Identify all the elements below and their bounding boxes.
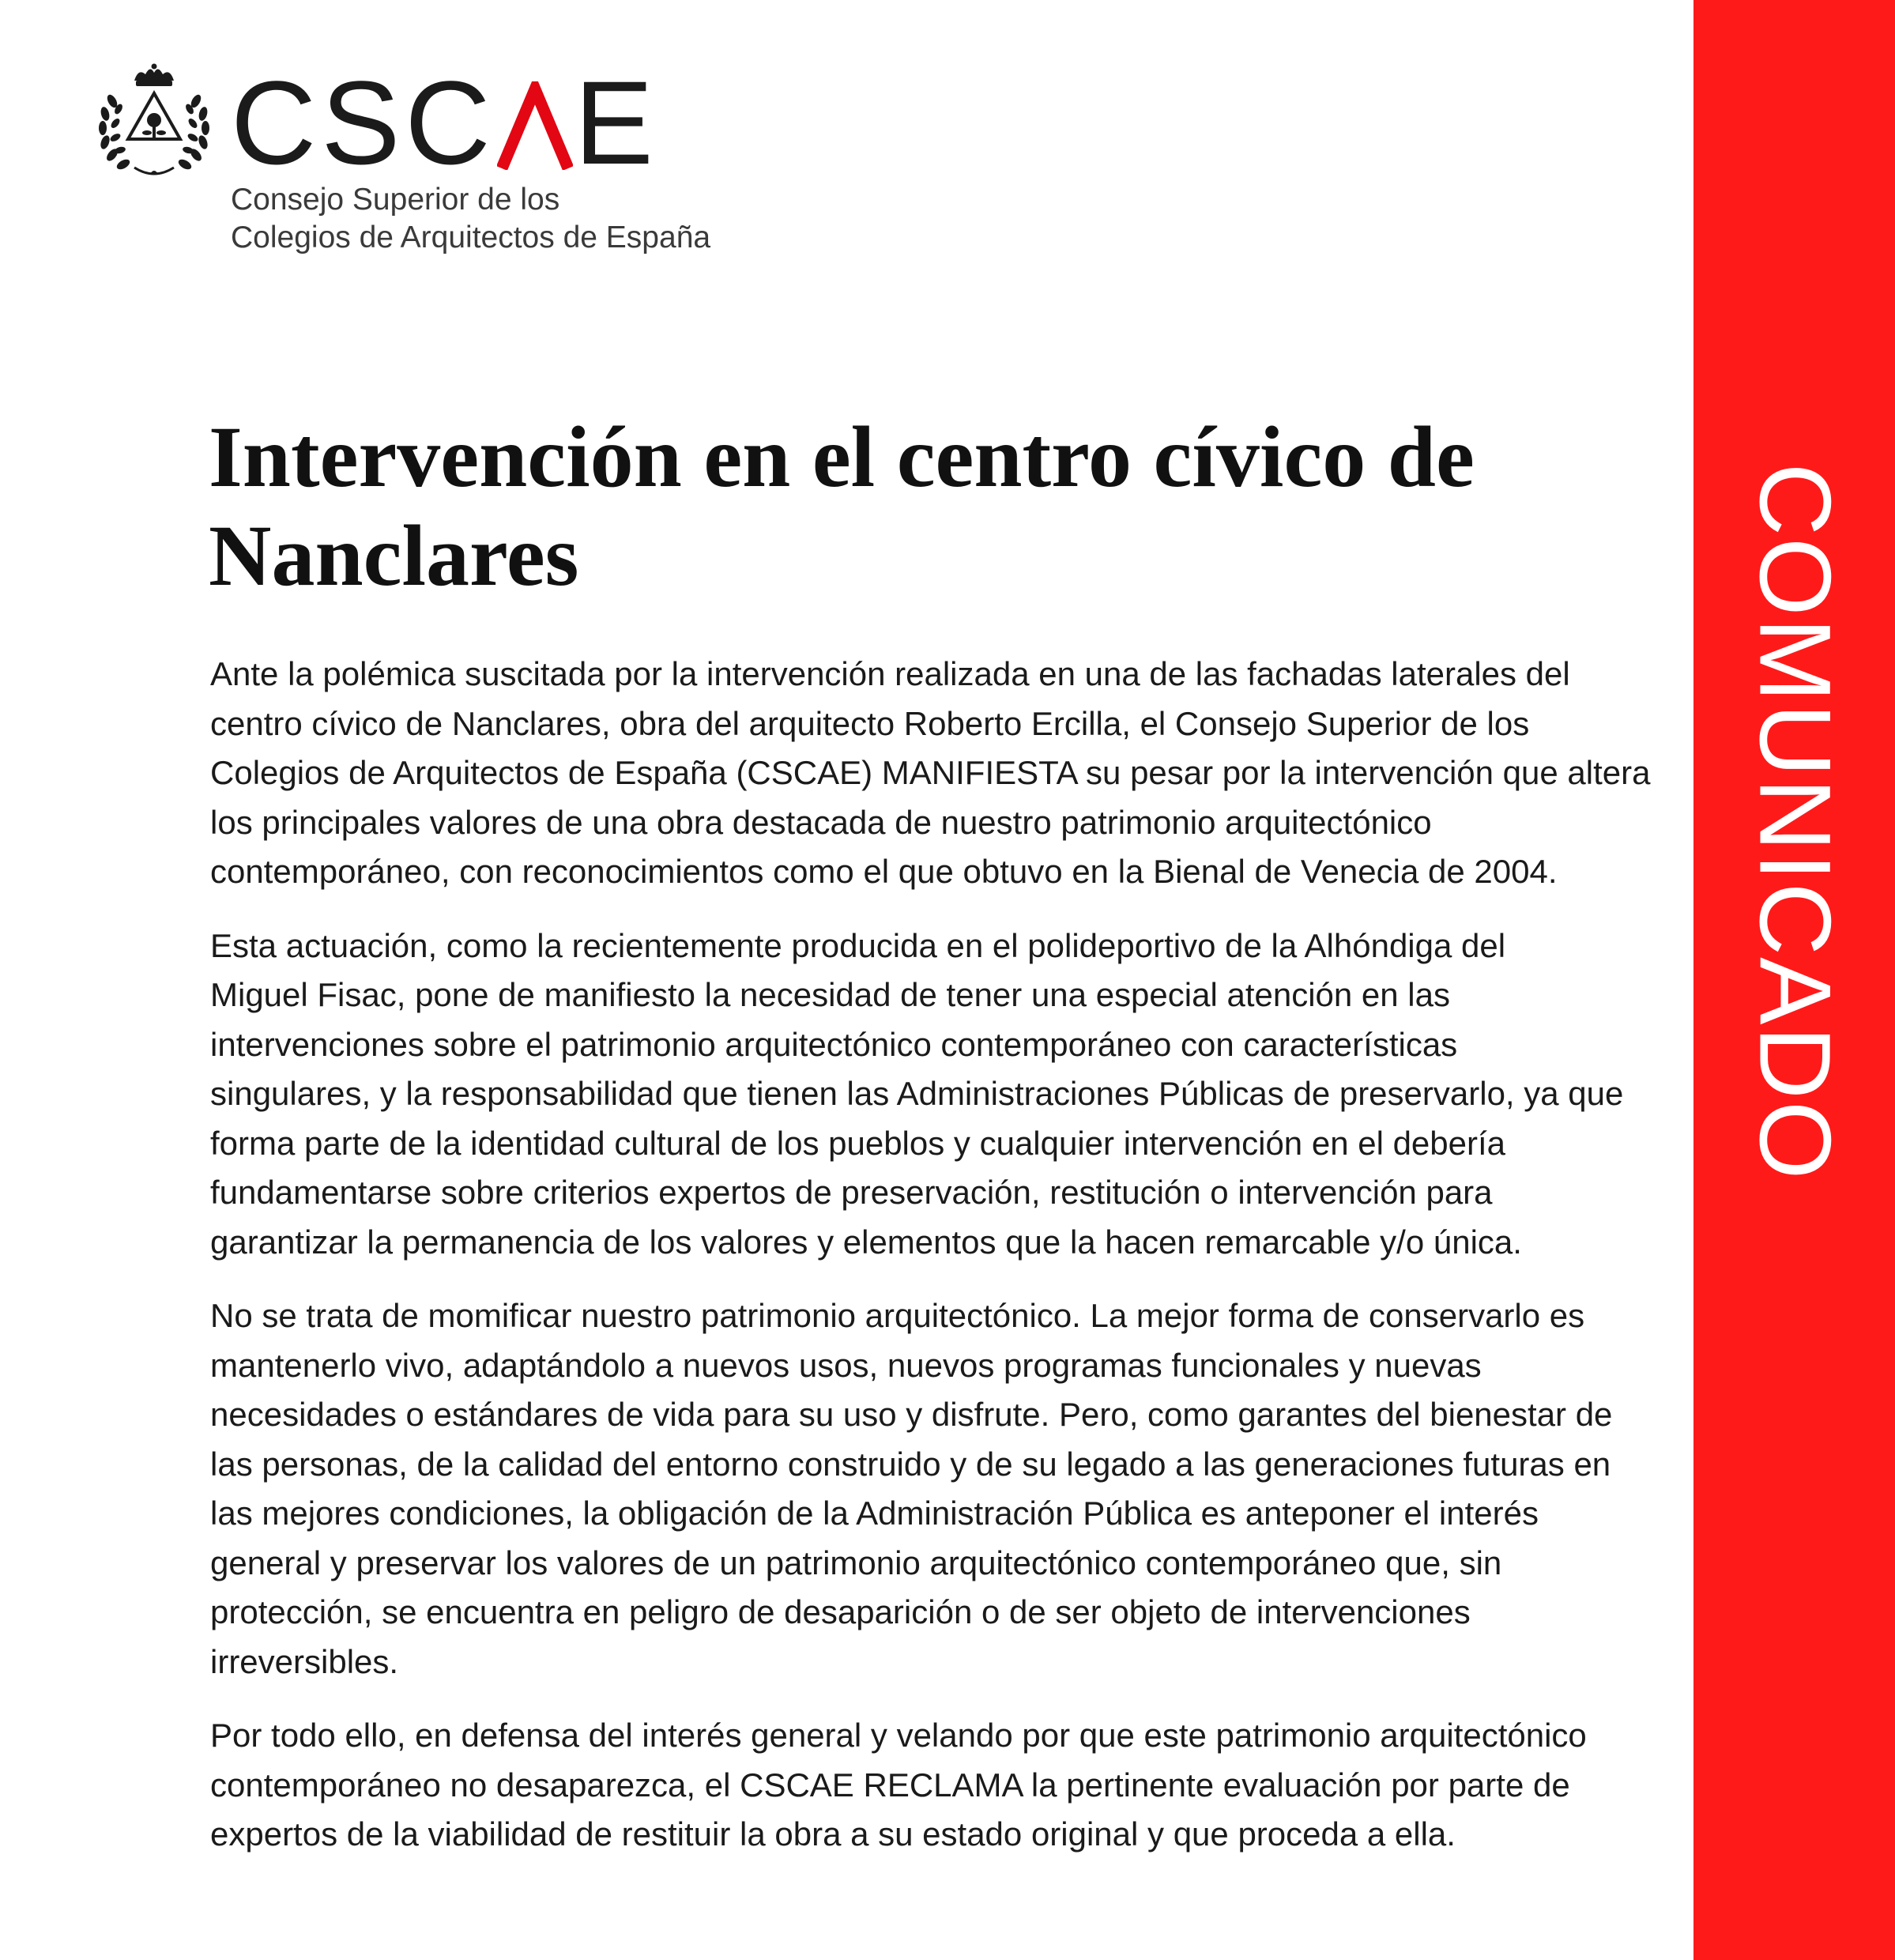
paragraph-line: mantenerlo vivo, adaptándolo a nuevos usos, nuevos programas funcionales y nuevas: [210, 1346, 1482, 1384]
logo-wordmark: [231, 56, 658, 189]
logo-wordmark-left: CSC: [231, 56, 495, 189]
logo-subtitle-line-2: Colegios de Arquitectos de España: [231, 220, 711, 254]
page-title-line-1: Intervención en el centro cívico de: [209, 409, 1475, 505]
paragraph-line: las personas, de la calidad del entorno construido y de su legado a las generaciones futuras en: [210, 1445, 1611, 1483]
logo-accent-a-icon: [497, 81, 573, 170]
cscae-logo: [95, 56, 806, 269]
paragraph-line: necesidades o estándares de vida para su uso y disfrute. Pero, como garantes del bienestar de: [210, 1396, 1613, 1433]
paragraph-line: general y preservar los valores de un patrimonio arquitectónico contemporáneo que, sin: [210, 1544, 1502, 1581]
paragraph-line: singulares, y la responsabilidad que tienen las Administraciones Públicas de preservarlo, ya que: [210, 1075, 1624, 1112]
paragraph-line: Esta actuación, como la recientemente producida en el polideportivo de la Alhóndiga del: [210, 926, 1506, 964]
paragraph-2: [210, 922, 1680, 1268]
paragraph-line: Ante la polémica suscitada por la intervención realizada en una de las fachadas laterales del: [210, 655, 1570, 692]
paragraph-3: [210, 1291, 1680, 1687]
logo-subtitle-line-1: Consejo Superior de los: [231, 183, 560, 217]
logo-wordmark-right: E: [574, 56, 658, 189]
paragraph-line: centro cívico de Nanclares, obra del arquitecto Roberto Ercilla, el Consejo Superior de los: [210, 704, 1530, 742]
paragraph-line: garantizar la permanencia de los valores y elementos que la hacen remarcable y/o única.: [210, 1223, 1522, 1261]
paragraph-line: los principales valores de una obra destacada de nuestro patrimonio arquitectónico: [210, 803, 1432, 841]
paragraph-line: irreversibles.: [210, 1642, 399, 1680]
paragraph-line: Miguel Fisac, pone de manifiesto la necesidad de tener una especial atención en las: [210, 976, 1450, 1013]
crest-icon: [95, 63, 213, 190]
statement-body: [210, 650, 1680, 1884]
paragraph-line: intervenciones sobre el patrimonio arquitectónico contemporáneo con características: [210, 1025, 1458, 1063]
paragraph-line: las mejores condiciones, la obligación de la Administración Pública es anteponer el interés: [210, 1494, 1539, 1532]
paragraph-1: [210, 650, 1680, 897]
comunicado-sidebar: [1693, 0, 1895, 1960]
paragraph-4: [210, 1711, 1680, 1860]
paragraph-line: Por todo ello, en defensa del interés general y velando por que este patrimonio arquitectónico: [210, 1717, 1587, 1754]
paragraph-line: Colegios de Arquitectos de España (CSCAE) MANIFIESTA su pesar por la intervención que altera: [210, 754, 1651, 791]
page-title: [209, 408, 1671, 605]
paragraph-line: fundamentarse sobre criterios expertos de preservación, restitución o intervención para: [210, 1174, 1493, 1211]
page-title-line-2: Nanclares: [209, 507, 579, 604]
paragraph-line: forma parte de la identidad cultural de los pueblos y cualquier intervención en el debería: [210, 1124, 1506, 1162]
paragraph-line: contemporáneo, con reconocimientos como el que obtuvo en la Bienal de Venecia de 2004.: [210, 853, 1558, 890]
paragraph-line: expertos de la viabilidad de restituir la obra a su estado original y que proceda a ella.: [210, 1815, 1456, 1853]
sidebar-label: COMUNICADO: [1738, 462, 1851, 1182]
paragraph-line: contemporáneo no desaparezca, el CSCAE RECLAMA la pertinente evaluación por parte de: [210, 1766, 1570, 1804]
paragraph-line: protección, se encuentra en peligro de desaparición o de ser objeto de intervenciones: [210, 1593, 1471, 1630]
paragraph-line: No se trata de momificar nuestro patrimonio arquitectónico. La mejor forma de conservarlo es: [210, 1297, 1585, 1334]
